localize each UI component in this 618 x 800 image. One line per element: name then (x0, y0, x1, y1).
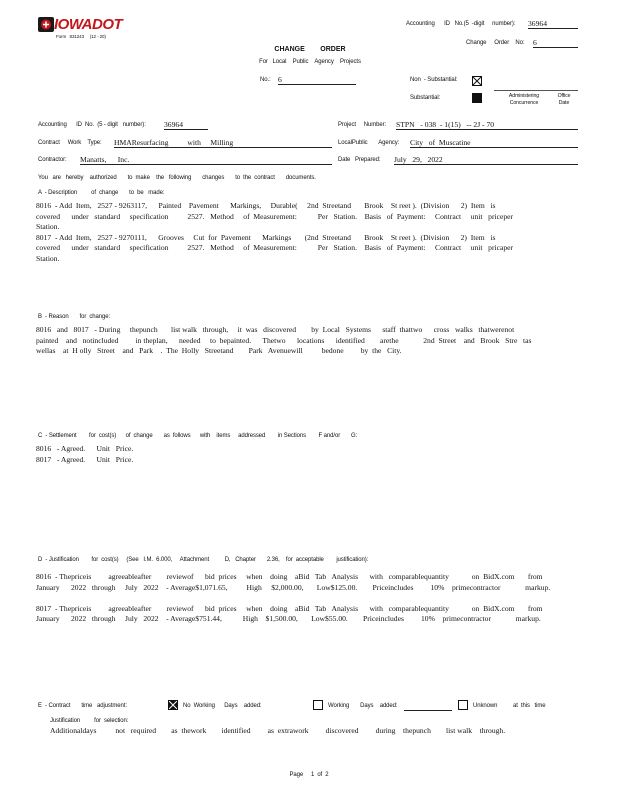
work-type-label: Contract Work Type: (38, 140, 102, 146)
date-prepared-label: Date Prepared: (338, 157, 381, 163)
justification-text: Additionaldays not required as thework identified as extrawork discovered during thepunch list walk through. (50, 726, 506, 735)
form-subtitle: For Local Public Agency Projects (259, 59, 361, 65)
project-number-value: STPN - 038 - 1(15) -- 2J - 70 (396, 120, 578, 130)
section-c-text: 8016 - Agreed. Unit Price. 8017 - Agreed. Unit Price. (36, 444, 134, 464)
section-d-text: 8016 - Thepriceis agreeableafter reviewof bid prices when doing aBid Tab Analysis with comparablequantity on BidX.com from January 2022 through July 2022 - Average$1,071.65, High $2,000.00, Low$125.00. Priceincludes 10% primecontractor markup. 8017 - Thepriceis agreeableafter reviewof bid prices when doing aBid Tab Analysis with comparablequantity on BidX.com from January 2022 through July 2022 - Average$751.44, High $1,500.00, Low$55.00. Priceincludes 10% primecontractor markup. (36, 572, 551, 623)
form-title: CHANGE ORDER (274, 46, 346, 53)
change-order-label: Change Order No: (466, 40, 525, 46)
no-label: No.: (260, 77, 271, 83)
no-working-days-label: No Working Days added: (183, 703, 262, 709)
office-date-label: Office Date (557, 93, 571, 106)
section-e-heading: E - Contract time adjustment: (38, 703, 127, 709)
check-x-icon (473, 77, 481, 85)
section-b-text: 8016 and 8017 - During thepunch list walk through, it was discovered by Local Systems staff thattwo cross walks thatwerenot painted and notincluded in theplan, needed to bepainted. Thetwo locations identified arethe 2nd Street and Brook Stre tas wellas at H olly Street and Park . The Holly Streetand Park Avenuewill bedone by the City. (36, 325, 532, 355)
justification-label: Justification for selection: (50, 718, 129, 724)
accounting-id-label: Accounting ID No. (5 - digit number): (38, 122, 146, 128)
contractor-value: Manatts, Inc. (80, 155, 332, 165)
working-days-value-line[interactable] (404, 710, 452, 711)
non-substantial-checkbox[interactable] (472, 76, 482, 86)
project-number-label: Project Number: (338, 122, 387, 128)
authorization-statement: You are hereby authorized to make the following changes to the contract documents. (38, 175, 316, 181)
section-a-heading: A - Description of change to be made: (38, 190, 165, 196)
unknown-checkbox[interactable] (458, 700, 468, 710)
header-accounting-label: Accounting ID No.(5 -digit number): (406, 21, 516, 27)
non-substantial-label: Non - Substantial: (410, 77, 458, 83)
no-working-days-checkbox[interactable] (168, 700, 178, 710)
unknown-label: Unknown at this time (473, 703, 546, 709)
page-number: Page 1 of 2 (289, 772, 329, 778)
contractor-label: Contractor: (38, 157, 67, 163)
substantial-checkbox[interactable] (472, 93, 482, 103)
change-order-value: 6 (533, 38, 578, 48)
work-type-value: HMAResurfacing with Milling (114, 138, 332, 148)
form-code: Form 831243 (12 - 20) (56, 34, 106, 39)
substantial-label: Substantial: (410, 95, 441, 101)
working-days-label: Working Days added: (328, 703, 398, 709)
section-c-heading: C - Settlement for cost(s) of change as follows with items addressed in Sections F and/or G: (38, 433, 358, 439)
section-d-heading: D - Justification for cost(s) (See I.M. 6.000, Attachment D, Chapter 2.36, for acceptable justification): (38, 557, 369, 563)
accounting-id-value: 36964 (164, 120, 208, 130)
working-days-checkbox[interactable] (313, 700, 323, 710)
logo-wordmark: IOWADOT (54, 16, 123, 33)
date-prepared-value: July 29, 2022 (394, 155, 578, 165)
agency-value: City of Muscatine (410, 138, 578, 148)
iowa-dot-logo (38, 16, 123, 34)
section-a-text: 8016 - Add Item, 2527 - 9263117, Painted Pavement Markings, Durable( 2nd Streetand Brook St reet ). (Division 2) Item is covered under standard specification 2527. Method of Measurement: Per Station. Basis of Payment: Contract unit priceper Station. 8017 - Add Item, 2527 - 9270111, Grooves Cut for Pavement Markings (2nd Streetand Brook St reet ). (Division 2) Item is covered under standard specification 2527. Method of Measurement: Per Station. Basis of Payment: Contract unit pricaper Station. (36, 201, 514, 263)
check-x-icon (169, 701, 177, 709)
agency-label: LocalPublic Agency: (338, 140, 400, 146)
header-accounting-value: 36964 (528, 19, 578, 29)
administering-concurrence-label: Administering Concurrence (508, 93, 540, 106)
no-value: 6 (278, 75, 356, 85)
section-b-heading: B - Reason for change: (38, 314, 111, 320)
